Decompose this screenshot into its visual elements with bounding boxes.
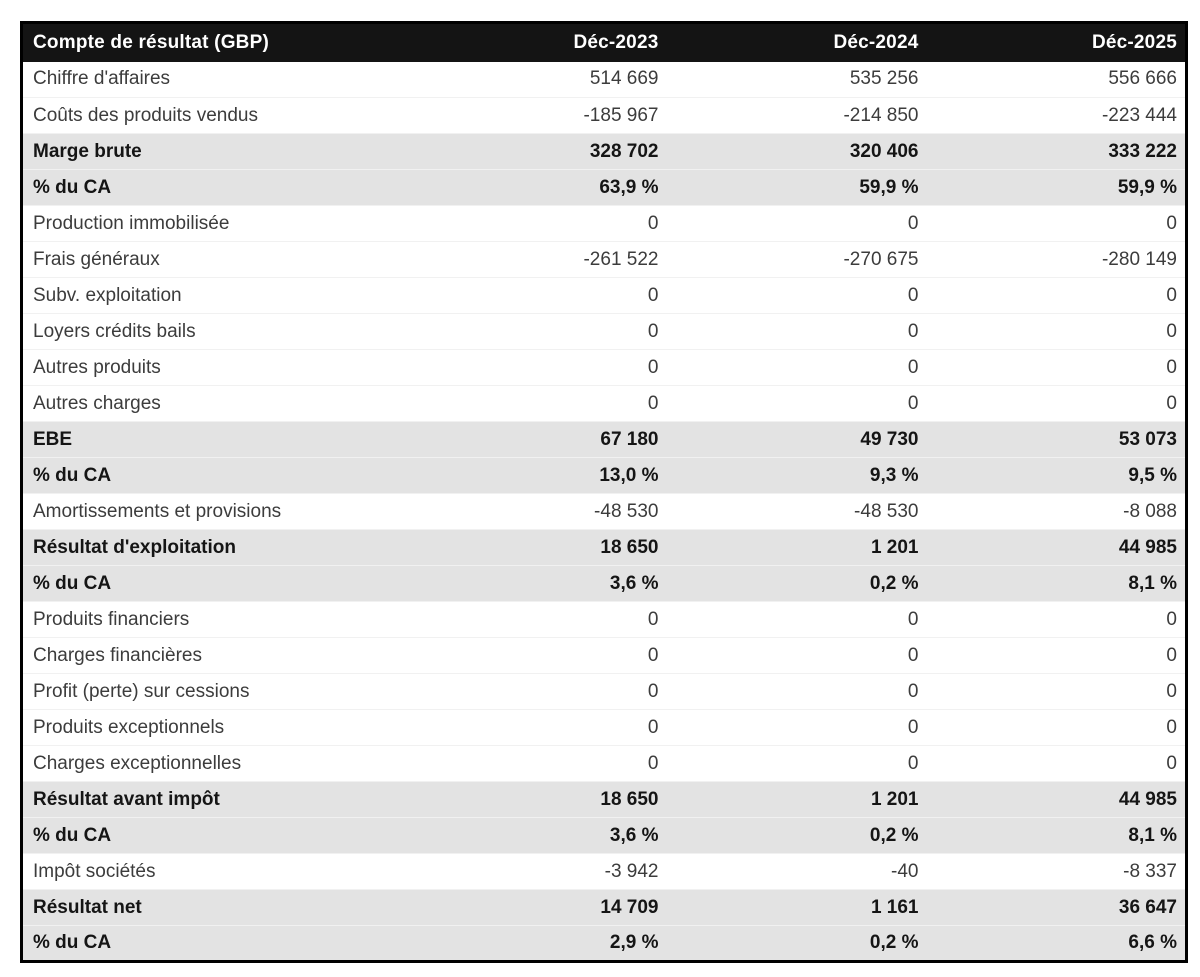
row-value: 0: [907, 212, 919, 234]
row-label: Subv. exploitation: [33, 284, 182, 306]
row-value: 0: [647, 212, 659, 234]
income-statement-table: [20, 21, 1188, 963]
row-label: % du CA: [33, 464, 112, 486]
table-row: [22, 134, 1187, 170]
row-value: 0: [907, 716, 919, 738]
table-title: Compte de résultat (GBP): [22, 23, 407, 62]
row-value: -270 675: [843, 248, 919, 270]
row-value: 0: [1166, 392, 1177, 414]
table-row: [22, 638, 1187, 674]
row-value: -3 942: [604, 860, 659, 882]
row-value: 0: [1166, 752, 1177, 774]
row-value: 0: [647, 356, 659, 378]
table-row: [22, 854, 1187, 890]
table-row: [22, 890, 1187, 926]
row-label: Résultat d'exploitation: [33, 536, 236, 558]
row-value: 0: [647, 320, 659, 342]
row-value: 53 073: [1118, 428, 1177, 450]
table-body: [22, 62, 1187, 962]
table-row: [22, 710, 1187, 746]
row-label: % du CA: [33, 824, 112, 846]
row-value: 0: [1166, 608, 1177, 630]
row-value: 0: [907, 320, 919, 342]
row-value: 0: [907, 644, 919, 666]
row-value: 320 406: [849, 140, 919, 162]
row-label: Impôt sociétés: [33, 860, 156, 882]
row-value: 1 201: [870, 536, 919, 558]
row-value: 0: [647, 284, 659, 306]
row-value: 59,9 %: [1117, 176, 1177, 198]
table-row: [22, 602, 1187, 638]
row-value: -185 967: [583, 104, 659, 126]
row-label: Production immobilisée: [33, 212, 230, 234]
row-label: % du CA: [33, 176, 112, 198]
row-value: 63,9 %: [599, 176, 659, 198]
row-value: 0: [647, 752, 659, 774]
row-label: Chiffre d'affaires: [33, 68, 171, 90]
table-row: [22, 674, 1187, 710]
row-value: 3,6 %: [609, 824, 659, 846]
row-value: -214 850: [843, 104, 919, 126]
row-value: 0: [647, 716, 659, 738]
row-value: 0: [1166, 356, 1177, 378]
row-value: 0,2 %: [869, 932, 919, 953]
row-value: -261 522: [583, 248, 659, 270]
table-row: [22, 566, 1187, 602]
table-row: [22, 782, 1187, 818]
row-value: 44 985: [1118, 788, 1177, 810]
row-label: Charges financières: [33, 644, 202, 666]
table-row: [22, 422, 1187, 458]
row-label: Amortissements et provisions: [33, 500, 282, 522]
row-value: 0: [907, 356, 919, 378]
row-value: 0: [1166, 680, 1177, 702]
row-label: Produits financiers: [33, 608, 190, 630]
row-label: Frais généraux: [33, 248, 160, 270]
row-value: 0: [647, 392, 659, 414]
row-value: 0: [647, 680, 659, 702]
row-value: 67 180: [600, 428, 659, 450]
row-value: -223 444: [1101, 104, 1177, 126]
row-label: % du CA: [33, 572, 112, 594]
row-value: 36 647: [1118, 896, 1177, 918]
column-header-déc-2025: Déc-2025: [927, 23, 1187, 62]
row-label: Résultat net: [33, 896, 142, 918]
row-value: 535 256: [849, 68, 919, 90]
row-label: Produits exceptionnels: [33, 716, 225, 738]
row-value: 0: [647, 644, 659, 666]
row-value: 18 650: [600, 788, 659, 810]
row-label: Autres charges: [33, 392, 161, 414]
row-value: 8,1 %: [1128, 572, 1177, 594]
table-row: [22, 206, 1187, 242]
row-value: -8 337: [1123, 860, 1177, 882]
row-value: 0: [907, 392, 919, 414]
row-value: 3,6 %: [609, 572, 659, 594]
row-value: 0: [1166, 320, 1177, 342]
row-value: 1 161: [870, 896, 919, 918]
row-value: -48 530: [854, 500, 919, 522]
row-value: 8,1 %: [1128, 824, 1177, 846]
row-value: -280 149: [1101, 248, 1177, 270]
row-label: Coûts des produits vendus: [33, 104, 258, 126]
table-row: [22, 926, 1187, 962]
row-value: -48 530: [594, 500, 659, 522]
row-label: EBE: [33, 428, 73, 450]
table-row: [22, 278, 1187, 314]
row-value: 49 730: [860, 428, 919, 450]
row-value: 1 201: [870, 788, 919, 810]
row-value: 514 669: [589, 68, 659, 90]
row-value: 0: [907, 752, 919, 774]
row-value: 18 650: [600, 536, 659, 558]
table-row: [22, 98, 1187, 134]
table-row: [22, 170, 1187, 206]
row-label: Charges exceptionnelles: [33, 752, 242, 774]
row-label: Profit (perte) sur cessions: [33, 680, 250, 702]
table-row: [22, 386, 1187, 422]
table-row: [22, 818, 1187, 854]
row-value: 0: [647, 608, 659, 630]
table-header-row: [22, 23, 1187, 62]
table-row: [22, 458, 1187, 494]
row-label: Autres produits: [33, 356, 161, 378]
row-value: 0: [907, 284, 919, 306]
row-value: 556 666: [1108, 68, 1177, 90]
column-header-déc-2023: Déc-2023: [407, 23, 667, 62]
row-value: 0: [1166, 284, 1177, 306]
row-label: Marge brute: [33, 140, 142, 162]
row-value: 6,6 %: [1128, 932, 1177, 953]
table-row: [22, 530, 1187, 566]
row-label: Résultat avant impôt: [33, 788, 220, 810]
row-value: 0: [907, 680, 919, 702]
table-row: [22, 350, 1187, 386]
table-row: [22, 746, 1187, 782]
row-value: 0: [907, 608, 919, 630]
row-value: 0: [1166, 644, 1177, 666]
table-row: [22, 314, 1187, 350]
row-value: 0: [1166, 716, 1177, 738]
row-value: 13,0 %: [599, 464, 659, 486]
row-value: 328 702: [589, 140, 659, 162]
row-value: 0,2 %: [869, 572, 919, 594]
column-header-déc-2024: Déc-2024: [667, 23, 927, 62]
row-value: -8 088: [1123, 500, 1177, 522]
row-value: 333 222: [1108, 140, 1177, 162]
row-value: 2,9 %: [609, 932, 659, 953]
row-value: -40: [891, 860, 919, 882]
row-label: % du CA: [33, 932, 112, 953]
table-row: [22, 494, 1187, 530]
row-value: 9,5 %: [1128, 464, 1177, 486]
row-label: Loyers crédits bails: [33, 320, 196, 342]
row-value: 14 709: [600, 896, 659, 918]
row-value: 59,9 %: [859, 176, 919, 198]
row-value: 44 985: [1118, 536, 1177, 558]
table-row: [22, 242, 1187, 278]
row-value: 9,3 %: [869, 464, 919, 486]
table-row: [22, 62, 1187, 98]
row-value: 0: [1166, 212, 1177, 234]
row-value: 0,2 %: [869, 824, 919, 846]
